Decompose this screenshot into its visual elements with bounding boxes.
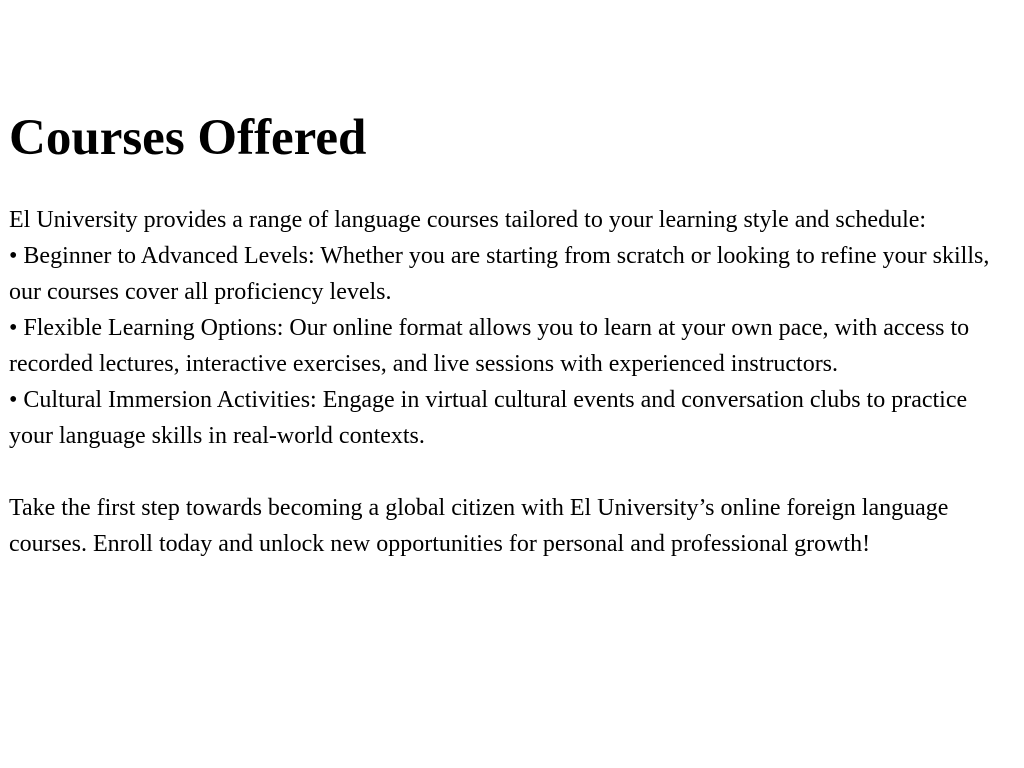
intro-paragraph: El University provides a range of language courses tailored to your learning style and schedule: [9, 207, 927, 233]
paragraph-spacer [9, 454, 1017, 490]
page-title: Courses Offered [9, 110, 367, 166]
bullet-cultural-immersion: • Cultural Immersion Activities: Engage in virtual cultural events and conversation clubs to practice your language skills in real-world contexts. [9, 387, 968, 449]
slide-body [9, 202, 1017, 562]
closing-paragraph: Take the first step towards becoming a global citizen with El University’s online foreign language courses. Enroll today and unlock new opportunities for personal and professional growth! [9, 495, 949, 557]
slide-content [9, 104, 1017, 562]
bullet-flexible-learning: • Flexible Learning Options: Our online format allows you to learn at your own pace, with access to recorded lectures, interactive exercises, and live sessions with experienced instructors. [9, 315, 970, 377]
bullet-beginner-to-advanced: • Beginner to Advanced Levels: Whether you are starting from scratch or looking to refine your skills, our courses cover all proficiency levels. [9, 243, 990, 305]
